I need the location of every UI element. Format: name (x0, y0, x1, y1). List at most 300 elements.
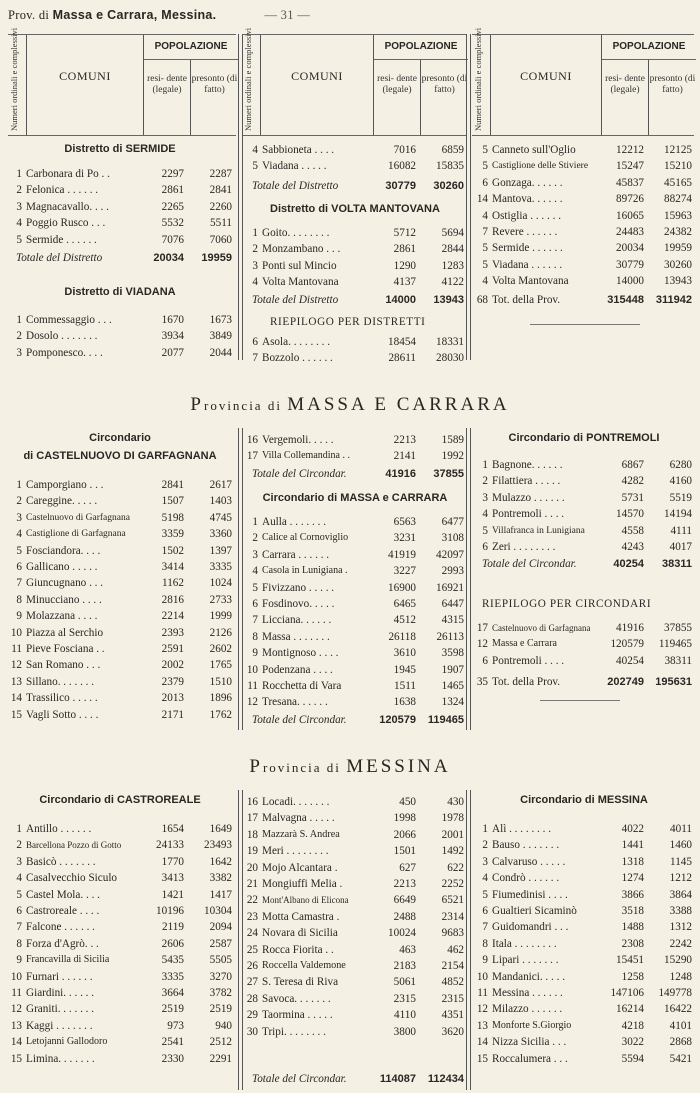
row-number: 18 (246, 828, 258, 841)
commune-name: Careggine. . . . . (26, 495, 98, 508)
district-heading: Distretto di VOLTA MANTOVANA (270, 203, 440, 215)
table-row (474, 620, 694, 636)
recap-heading (474, 596, 694, 612)
total-label: Totale del Circondar. (252, 1073, 347, 1085)
present-value: 1492 (441, 845, 464, 858)
table-row (244, 909, 466, 925)
commune-name: Asola. . . . . . . . (262, 336, 331, 348)
row-number: 2 (16, 330, 22, 343)
commune-name: Bozzolo . . . . . . (262, 352, 333, 365)
resident-value: 2816 (161, 593, 184, 606)
resident-value: 2541 (161, 1036, 184, 1049)
commune-name: San Romano . . . (26, 659, 101, 672)
row-number: 29 (246, 1009, 258, 1022)
present-value: 1403 (209, 495, 232, 508)
resident-value: 120579 (610, 638, 644, 651)
table-row (244, 860, 466, 876)
table-row (474, 887, 694, 903)
row-number: 10 (246, 663, 258, 676)
table-row (8, 608, 234, 624)
commune-name: Poggio Rusco . . . (26, 217, 106, 230)
title-name: MASSA E CARRARA (287, 394, 510, 415)
total-label: Totale del Distretto (252, 294, 339, 306)
resident-value: 3866 (621, 888, 644, 901)
province-title (0, 394, 700, 416)
table-row (244, 925, 466, 941)
commune-name: Fiumedinisi . . . . (492, 888, 568, 901)
present-value: 19959 (201, 252, 232, 264)
table-row (474, 257, 694, 273)
commune-name: Basicò . . . . . . . (26, 855, 96, 868)
table-row (244, 942, 466, 958)
table-row (8, 328, 234, 344)
commune-name: Vergemoli. . . . . (262, 434, 334, 446)
commune-name: Giuncugnano . . . (26, 577, 104, 590)
table-row (474, 208, 694, 224)
row-number: 23 (246, 910, 258, 923)
resident-value: 16082 (388, 160, 416, 173)
commune-name: Alì . . . . . . . . (492, 823, 552, 835)
resident-value: 4243 (621, 541, 644, 553)
present-value: 112434 (427, 1073, 464, 1085)
present-value: 5694 (441, 227, 464, 239)
resident-value: 7016 (393, 144, 416, 156)
present-value: 18331 (436, 336, 464, 348)
table-row (8, 345, 234, 361)
total-label: Totale del Distretto (16, 252, 103, 264)
row-number: 14 (476, 1036, 488, 1049)
present-value: 88274 (664, 193, 692, 206)
total-label: Totale del Distretto (252, 180, 339, 192)
resident-value: 1638 (393, 696, 416, 709)
province-total-row (474, 674, 694, 690)
present-value: 12125 (664, 144, 692, 156)
resident-value: 7076 (161, 233, 184, 246)
commune-name: Licciana. . . . . . (262, 614, 332, 627)
resident-value: 40254 (613, 558, 644, 570)
commune-name: Giardini. . . . . . (26, 987, 95, 999)
table-row (8, 674, 234, 690)
commune-name: Graniti. . . . . . . (26, 1003, 95, 1016)
row-number: 1 (482, 459, 488, 471)
table-row (474, 224, 694, 240)
column-divider (238, 428, 243, 730)
present-value: 1642 (209, 855, 232, 868)
row-number: 7 (252, 352, 258, 365)
resident-value: 10196 (156, 905, 184, 917)
present-value: 2993 (441, 565, 464, 578)
commune-name: Casola in Lunigiana . (262, 565, 348, 577)
present-value: 6521 (441, 894, 464, 907)
resident-value: 3414 (161, 561, 184, 573)
resident-value: 5594 (621, 1052, 644, 1065)
row-number: 2 (16, 495, 22, 508)
row-number: 5 (482, 888, 488, 901)
resident-value: 2861 (393, 243, 416, 256)
commune-name: Felonica . . . . . . (26, 184, 99, 197)
header-prefix: Prov. di (8, 8, 53, 22)
resident-value: 6563 (393, 516, 416, 528)
row-number: 28 (246, 992, 258, 1005)
table-row (8, 592, 234, 608)
column-divider (238, 790, 243, 1090)
commune-name: Motta Camastra . (262, 910, 340, 923)
present-value: 1460 (669, 839, 692, 852)
table-row (474, 1001, 694, 1017)
comuni-label: COMUNI (291, 69, 343, 83)
total-row (244, 178, 466, 194)
resident-value: 5712 (393, 227, 416, 239)
row-number: 3 (16, 346, 22, 359)
present-value: 2314 (441, 910, 464, 923)
commune-name: Volta Mantovana (262, 276, 339, 289)
resident-label: resi- dente (legale) (605, 74, 645, 95)
table-row (244, 612, 466, 628)
present-value: 15210 (664, 160, 692, 173)
commune-name: Monforte S.Giorgio (492, 1019, 572, 1031)
table-row (8, 690, 234, 706)
row-number: 10 (10, 970, 22, 983)
table-row (8, 707, 234, 723)
row-number: 4 (482, 209, 488, 222)
table-row (8, 575, 234, 591)
present-value: 13943 (664, 275, 692, 288)
resident-value: 2066 (393, 828, 416, 841)
commune-name: Podenzana . . . . (262, 663, 333, 676)
row-number: 7 (16, 921, 22, 934)
table-row (474, 539, 694, 555)
column-header (472, 27, 696, 136)
present-value: 2841 (209, 184, 232, 197)
present-value: 4122 (441, 276, 464, 289)
commune-name: Taormina . . . . . (262, 1009, 333, 1022)
table-row (8, 969, 234, 985)
table-row (474, 240, 694, 256)
resident-value: 3800 (393, 1025, 416, 1038)
commune-name: Letojanni Gallodoro (26, 1036, 108, 1048)
table-row (244, 827, 466, 843)
resident-value: 973 (167, 1019, 184, 1032)
table-row (8, 657, 234, 673)
table-row (8, 919, 234, 935)
commune-name: Guidomandri . . . (492, 921, 569, 934)
resident-value: 2488 (393, 910, 416, 923)
row-number: 3 (252, 259, 258, 272)
present-value: 3388 (669, 905, 692, 917)
present-value: 1589 (441, 434, 464, 446)
row-number: 13 (476, 1019, 488, 1032)
present-value: 1212 (669, 872, 692, 885)
resident-value: 4218 (621, 1019, 644, 1032)
commune-name: Calice al Cornoviglio (262, 532, 349, 544)
commune-name: Molazzana . . . . (26, 610, 98, 623)
row-number: 7 (16, 577, 22, 590)
present-value: 3270 (209, 970, 232, 983)
total-label: Totale del Circondar. (252, 714, 347, 726)
table-row (8, 854, 234, 870)
table-row (244, 432, 466, 448)
commune-name: Mongiuffi Melia . (262, 878, 343, 890)
row-number: 11 (11, 643, 22, 655)
resident-value: 1511 (394, 680, 416, 692)
present-value: 3782 (209, 987, 232, 999)
resident-value: 2214 (161, 610, 184, 623)
table-row (244, 350, 466, 366)
commune-name: Itala . . . . . . . . (492, 937, 557, 950)
commune-name: Sermide . . . . . . (26, 233, 97, 246)
present-value: 2602 (209, 643, 232, 655)
present-value: 1999 (209, 610, 232, 623)
row-number: 8 (252, 630, 258, 643)
row-number: 4 (482, 508, 488, 521)
present-value: 1762 (209, 708, 232, 721)
present-value: 2844 (441, 243, 464, 256)
row-number: 5 (16, 544, 22, 557)
commune-name: Magnacavallo. . . . (26, 200, 109, 213)
resident-value: 1654 (161, 823, 184, 835)
row-number: 4 (482, 872, 488, 885)
commune-name: Tot. della Prov. (492, 676, 561, 688)
table-row (244, 1007, 466, 1023)
total-row (244, 712, 466, 728)
present-value: 2287 (209, 168, 232, 180)
running-header (8, 8, 692, 23)
present-value: 2519 (209, 1003, 232, 1016)
present-value: 1978 (441, 812, 464, 825)
table-row (244, 225, 466, 241)
resident-value: 202749 (607, 676, 644, 688)
present-header (649, 60, 696, 135)
commune-name: Locadi. . . . . . . (262, 796, 330, 808)
row-number: 8 (16, 937, 22, 950)
commune-name: Villafranca in Lunigiana (492, 525, 585, 536)
population-title: POPOLAZIONE (602, 35, 696, 60)
commune-name: Castiglione delle Stiviere (492, 161, 589, 172)
commune-name: Aulla . . . . . . . (262, 516, 327, 528)
present-value: 1765 (209, 659, 232, 672)
present-value: 1324 (441, 696, 464, 709)
table-row (244, 563, 466, 579)
table-row (474, 490, 694, 506)
present-value: 5505 (209, 954, 232, 967)
table-row (474, 985, 694, 1001)
table-row (8, 199, 234, 215)
present-value: 30260 (433, 180, 464, 192)
table-row (244, 694, 466, 710)
row-number: 5 (16, 888, 22, 901)
present-value: 311942 (655, 294, 692, 306)
row-number: 8 (16, 593, 22, 606)
table-row (8, 493, 234, 509)
present-value: 4101 (669, 1019, 692, 1032)
table-row (474, 158, 694, 174)
row-number: 5 (482, 242, 488, 255)
resident-value: 4110 (394, 1009, 416, 1022)
commune-name: Commessaggio . . . (26, 314, 112, 326)
resident-label: resi- dente (legale) (147, 74, 187, 95)
commune-name: Bagnone. . . . . . (492, 459, 563, 471)
total-label: Totale del Circondar. (482, 558, 577, 570)
row-number: 12 (10, 1003, 22, 1016)
present-value: 24382 (664, 226, 692, 238)
resident-value: 3610 (393, 647, 416, 660)
resident-value: 1441 (621, 839, 644, 852)
present-value: 4111 (670, 524, 692, 537)
table-row (474, 273, 694, 289)
commune-name: Falcone . . . . . . (26, 921, 95, 934)
present-label: presonto (di fatto) (421, 74, 468, 95)
present-value: 3864 (669, 888, 692, 901)
resident-value: 2002 (161, 659, 184, 672)
row-number: 3 (252, 548, 258, 561)
column-header (8, 27, 238, 136)
row-number: 15 (10, 1052, 22, 1065)
present-value: 2126 (209, 626, 232, 639)
resident-value: 5198 (161, 511, 184, 524)
present-value: 3620 (441, 1025, 464, 1038)
commune-name: Ostiglia . . . . . . (492, 209, 561, 222)
rule (530, 324, 640, 325)
commune-name: Furnari . . . . . . (26, 970, 93, 983)
commune-name: Gallicano . . . . . (26, 561, 98, 573)
recap-label: RIEPILOGO PER DISTRETTI (270, 316, 426, 328)
resident-value: 1318 (621, 855, 644, 868)
row-number: 1 (16, 823, 22, 835)
resident-value: 120579 (379, 714, 416, 726)
present-value: 2044 (209, 346, 232, 359)
commune-name: Messina . . . . . . (492, 987, 563, 999)
commune-name: Pontremoli . . . . (492, 654, 565, 667)
commune-name: Piazza al Serchio (26, 626, 104, 639)
resident-label: resi- dente (legale) (377, 74, 417, 95)
resident-value: 1670 (161, 314, 184, 326)
row-number: 4 (252, 276, 258, 289)
circondario-heading: di CASTELNUOVO DI GARFAGNANA (23, 450, 217, 462)
present-value: 4160 (669, 475, 692, 488)
commune-name: Castelnuovo di Garfagnana (26, 512, 130, 523)
commune-name: Camporgiano . . . (26, 479, 104, 491)
total-label: Totale del Circondar. (252, 468, 347, 480)
commune-name: Calvaruso . . . . . (492, 855, 566, 868)
present-value: 6447 (441, 598, 464, 610)
column-divider (238, 34, 243, 360)
table-row (244, 274, 466, 290)
present-value: 28030 (436, 352, 464, 365)
commune-name: Trassilico . . . . . (26, 692, 98, 705)
row-number: 6 (482, 541, 488, 553)
commune-name: Ponti sul Mincio (262, 259, 337, 272)
commune-name: Montignoso . . . . (262, 647, 339, 660)
total-row (8, 250, 234, 266)
row-number: 4 (16, 217, 22, 230)
commune-name: Antillo . . . . . . (26, 823, 92, 835)
present-value: 5421 (669, 1052, 692, 1065)
row-number: 4 (16, 528, 22, 541)
population-title: POPOLAZIONE (144, 35, 238, 60)
commune-name: Lipari . . . . . . . (492, 954, 559, 967)
commune-name: Rocca Fiorita . . (262, 943, 334, 956)
commune-name: Milazzo . . . . . . (492, 1003, 563, 1016)
present-value: 3335 (209, 561, 232, 573)
resident-value: 30779 (385, 180, 416, 192)
resident-value: 2330 (161, 1052, 184, 1065)
resident-value: 20034 (616, 242, 644, 255)
present-value: 2252 (441, 878, 464, 890)
row-number: 5 (482, 144, 488, 156)
present-value: 2315 (441, 992, 464, 1005)
row-number: 22 (246, 894, 258, 907)
present-value: 430 (447, 796, 464, 808)
resident-value: 24133 (156, 839, 184, 852)
resident-value: 2119 (162, 921, 184, 934)
table-row (244, 645, 466, 661)
resident-value: 30779 (616, 258, 644, 271)
resident-value: 41916 (385, 468, 416, 480)
resident-value: 1998 (393, 812, 416, 825)
table-row (244, 258, 466, 274)
province-total-row (474, 292, 694, 308)
comuni-header (27, 35, 144, 135)
table-row (8, 510, 234, 526)
table-row (474, 903, 694, 919)
commune-name: Roccalumera . . . (492, 1052, 568, 1065)
row-number: 1 (252, 227, 258, 239)
table-row (244, 991, 466, 1007)
present-value: 195631 (655, 676, 692, 688)
present-value: 1510 (209, 675, 232, 688)
resident-value: 41919 (388, 548, 416, 561)
resident-value: 12212 (616, 144, 644, 156)
commune-name: Castel Mola. . . . (26, 888, 100, 901)
table-row (474, 821, 694, 837)
table-row (244, 1024, 466, 1040)
commune-name: Carbonara di Po . . (26, 168, 110, 180)
present-value: 7060 (209, 233, 232, 246)
resident-value: 2519 (161, 1003, 184, 1016)
present-value: 119465 (658, 638, 692, 651)
resident-value: 5061 (393, 976, 416, 989)
present-label: presonto (di fatto) (191, 74, 238, 95)
total-row (244, 466, 466, 482)
commune-name: Canneto sull'Oglio (492, 144, 576, 156)
resident-value: 20034 (153, 252, 184, 264)
row-number: 3 (16, 511, 22, 524)
present-value: 42097 (436, 548, 464, 561)
present-value: 37855 (433, 468, 464, 480)
resident-value: 2308 (621, 937, 644, 950)
table-row (244, 448, 466, 464)
province-title (0, 756, 700, 778)
resident-value: 463 (399, 943, 416, 956)
table-row (474, 952, 694, 968)
present-value: 1312 (669, 921, 692, 934)
row-number: 9 (16, 610, 22, 623)
resident-value: 2297 (161, 168, 184, 180)
ordinal-header (8, 27, 27, 135)
present-value: 462 (447, 943, 464, 956)
present-value: 1248 (669, 970, 692, 983)
row-number: 26 (246, 960, 258, 972)
row-number: 2 (482, 839, 488, 852)
commune-name: Novara di Sicilia (262, 927, 338, 940)
total-row (244, 292, 466, 308)
table-row (474, 936, 694, 952)
table-row (244, 662, 466, 678)
commune-name: Mantova. . . . . . (492, 193, 563, 206)
ordinal-header (242, 27, 261, 135)
commune-name: Barcellona Pozzo di Gotto (26, 840, 122, 851)
resident-value: 2213 (393, 878, 416, 890)
